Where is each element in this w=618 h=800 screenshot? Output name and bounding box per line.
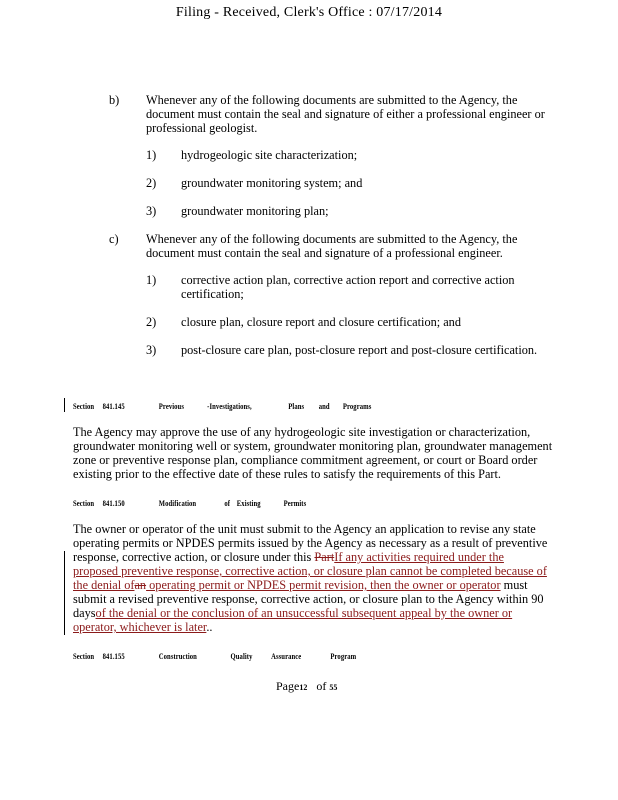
heading-word: Section — [73, 498, 95, 508]
change-bar — [64, 398, 65, 412]
inserted-text: If any activities required under the — [334, 550, 504, 564]
section-145-line4: existing prior to the effective date of these rules to satisfy the requirements of this Part. — [73, 467, 501, 481]
inserted-text: of the denial or the conclusion of an unsuccessful subsequent appeal by the owner or — [95, 606, 513, 620]
section-150-line1: The owner or operator of the unit must submit to the Agency an application to revise any state — [73, 522, 536, 536]
heading-word: Plans — [288, 401, 305, 411]
item-c-line2: document must contain the seal and signature of a professional engineer. — [146, 246, 503, 260]
item-c-sub1-num: 1) — [146, 273, 157, 287]
section-150-line6: submit a revised preventive response, corrective action, or closure plan to the Agency within 90 — [73, 592, 544, 606]
inserted-text: operator, whichever is later — [73, 620, 207, 634]
item-c-sub2-line1: closure plan, closure report and closure certification; and — [181, 315, 461, 329]
item-b-sub1-num: 1) — [146, 148, 157, 162]
heading-word: -Investigations, — [207, 401, 252, 411]
page-footer: Page12 of 55 — [276, 679, 338, 693]
item-b-sub1-text: hydrogeologic site characterization; — [181, 148, 358, 162]
item-c-sub3-line1: post-closure care plan, post-closure report and post-closure certification. — [181, 343, 538, 357]
filing-header: Filing - Received, Clerk's Office : 07/17/2014 — [175, 5, 443, 20]
item-c-sub1-line2: certification; — [181, 287, 244, 301]
heading-word: Modification — [158, 498, 197, 508]
section-150-line3: response, corrective action, or closure under this PartIf any activities required under the — [73, 550, 504, 564]
item-c-sub1-line1: corrective action plan, corrective action report and corrective action — [181, 273, 515, 287]
item-b-sub3-num: 3) — [146, 204, 157, 218]
section-150-line4: proposed preventive response, corrective action, or closure plan cannot be completed because of — [73, 564, 547, 578]
item-b-label: b) — [109, 93, 120, 107]
heading-word: Construction — [158, 651, 197, 661]
section-145-line3: zone or preventive response plan, compliance commitment agreement, or court or Board order — [73, 453, 538, 467]
heading-word: Assurance — [271, 651, 302, 661]
inserted-text: operating permit or NPDES permit revision, then the owner or operator — [146, 578, 501, 592]
item-b-sub2-text: groundwater monitoring system; and — [181, 176, 363, 190]
heading-word: Previous — [158, 401, 184, 411]
change-bar — [64, 551, 65, 635]
item-c-line1: Whenever any of the following documents are submitted to the Agency, the — [146, 232, 518, 246]
heading-word: Program — [330, 651, 357, 661]
item-b-line3: professional geologist. — [146, 121, 258, 135]
section-145-line2: groundwater monitoring well or system, groundwater monitoring plan, groundwater management — [73, 439, 553, 453]
heading-word: Programs — [342, 401, 372, 411]
heading-word: 841.145 — [102, 401, 125, 411]
inserted-text: the denial of — [73, 578, 135, 592]
section-150-line7: daysof the denial or the conclusion of an unsuccessful subsequent appeal by the owner or — [73, 606, 513, 620]
heading-word: 841.150 — [102, 498, 125, 508]
deleted-text: an — [134, 578, 147, 592]
heading-word: Quality — [230, 651, 253, 661]
heading-word: Section — [73, 401, 95, 411]
heading-word: Permits — [283, 498, 307, 508]
heading-word: Section — [73, 651, 95, 661]
section-150-line2: operating permits or NPDES permits issued by the Agency as necessary as a result of preventive — [73, 536, 548, 550]
item-c-sub3-num: 3) — [146, 343, 157, 357]
heading-word: Existing — [236, 498, 261, 508]
item-b-line1: Whenever any of the following documents are submitted to the Agency, the — [146, 93, 518, 107]
item-b-sub3-text: groundwater monitoring plan; — [181, 204, 329, 218]
section-150-line5: the denial ofan operating permit or NPDES permit revision, then the owner or operator must — [73, 578, 528, 592]
item-b-line2: document must contain the seal and signature of either a professional engineer or — [146, 107, 545, 121]
item-b-sub2-num: 2) — [146, 176, 157, 190]
section-145-line1: The Agency may approve the use of any hydrogeologic site investigation or characterization, — [73, 425, 531, 439]
section-150-line8: operator, whichever is later.. — [73, 620, 213, 634]
item-c-sub2-num: 2) — [146, 315, 157, 329]
heading-word: and — [318, 401, 330, 411]
heading-word: 841.155 — [102, 651, 125, 661]
deleted-text: Part — [314, 550, 335, 564]
heading-word: of — [224, 498, 230, 508]
item-c-label: c) — [109, 232, 119, 246]
